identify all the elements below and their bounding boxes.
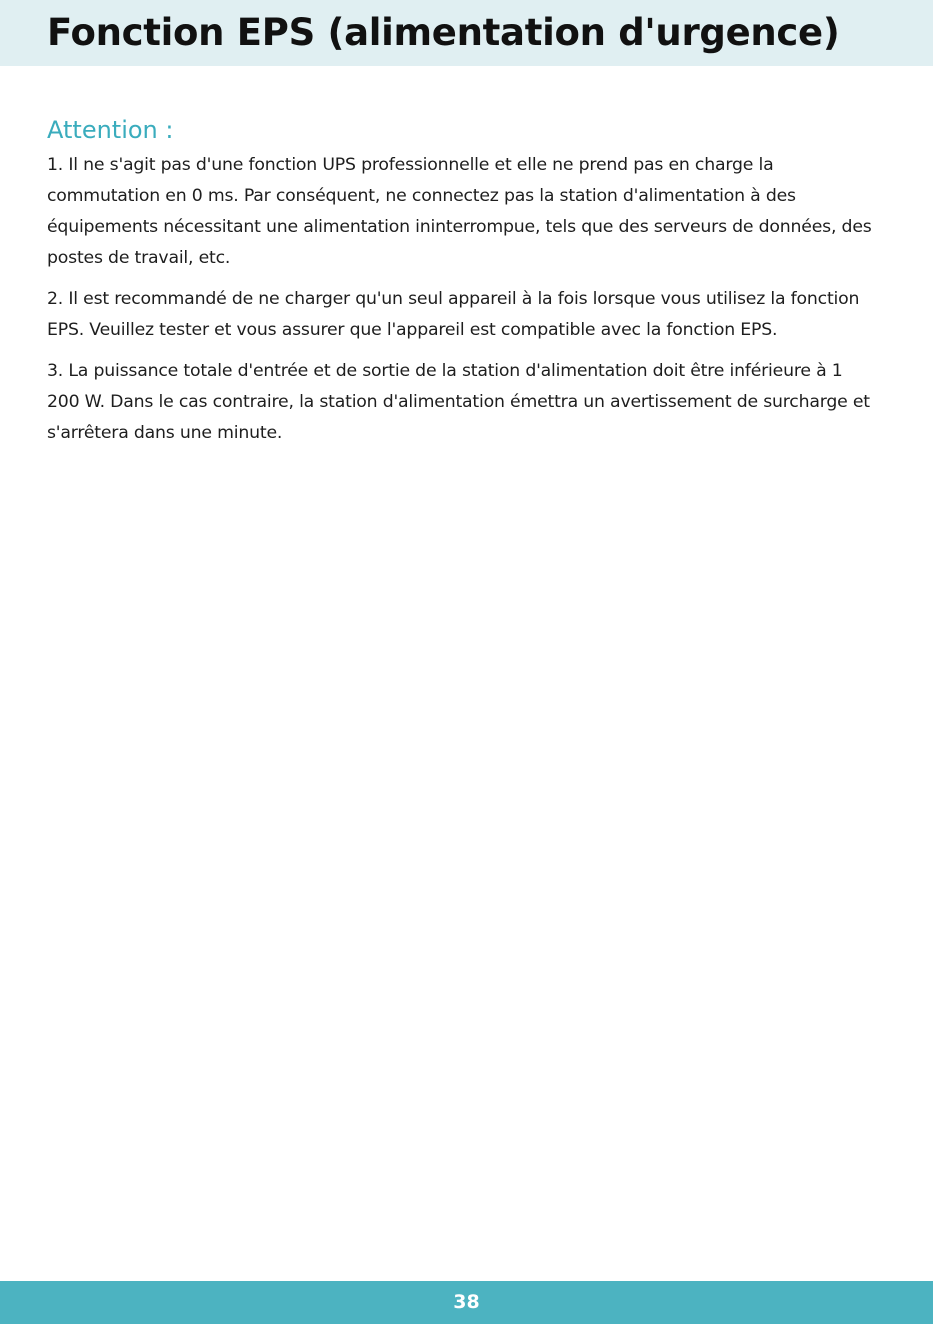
header-band: [0, 0, 933, 66]
attention-heading: Attention :: [47, 116, 174, 144]
attention-item-3: 3. La puissance totale d'entrée et de sortie de la station d'alimentation doit être inférieure à 1 200 W. Dans le cas contraire, la station d'alimentation émettra un avertissement de surcharge et s'arrêtera dans une minute.: [47, 361, 870, 443]
attention-list: [47, 150, 877, 449]
footer-band: [0, 1281, 933, 1324]
attention-item-1: 1. Il ne s'agit pas d'une fonction UPS professionnelle et elle ne prend pas en charge la commutation en 0 ms. Par conséquent, ne connectez pas la station d'alimentation à des équipements nécessitant une alimentation ininterrompue, tels que des serveurs de données, des postes de travail, etc.: [47, 155, 872, 268]
attention-item-2: 2. Il est recommandé de ne charger qu'un seul appareil à la fois lorsque vous utilisez la fonction EPS. Veuillez tester et vous assurer que l'appareil est compatible avec la fonction EPS.: [47, 289, 860, 340]
attention-section: [47, 112, 877, 459]
page-number: 38: [453, 1291, 480, 1313]
page-title: Fonction EPS (alimentation d'urgence): [47, 11, 840, 54]
